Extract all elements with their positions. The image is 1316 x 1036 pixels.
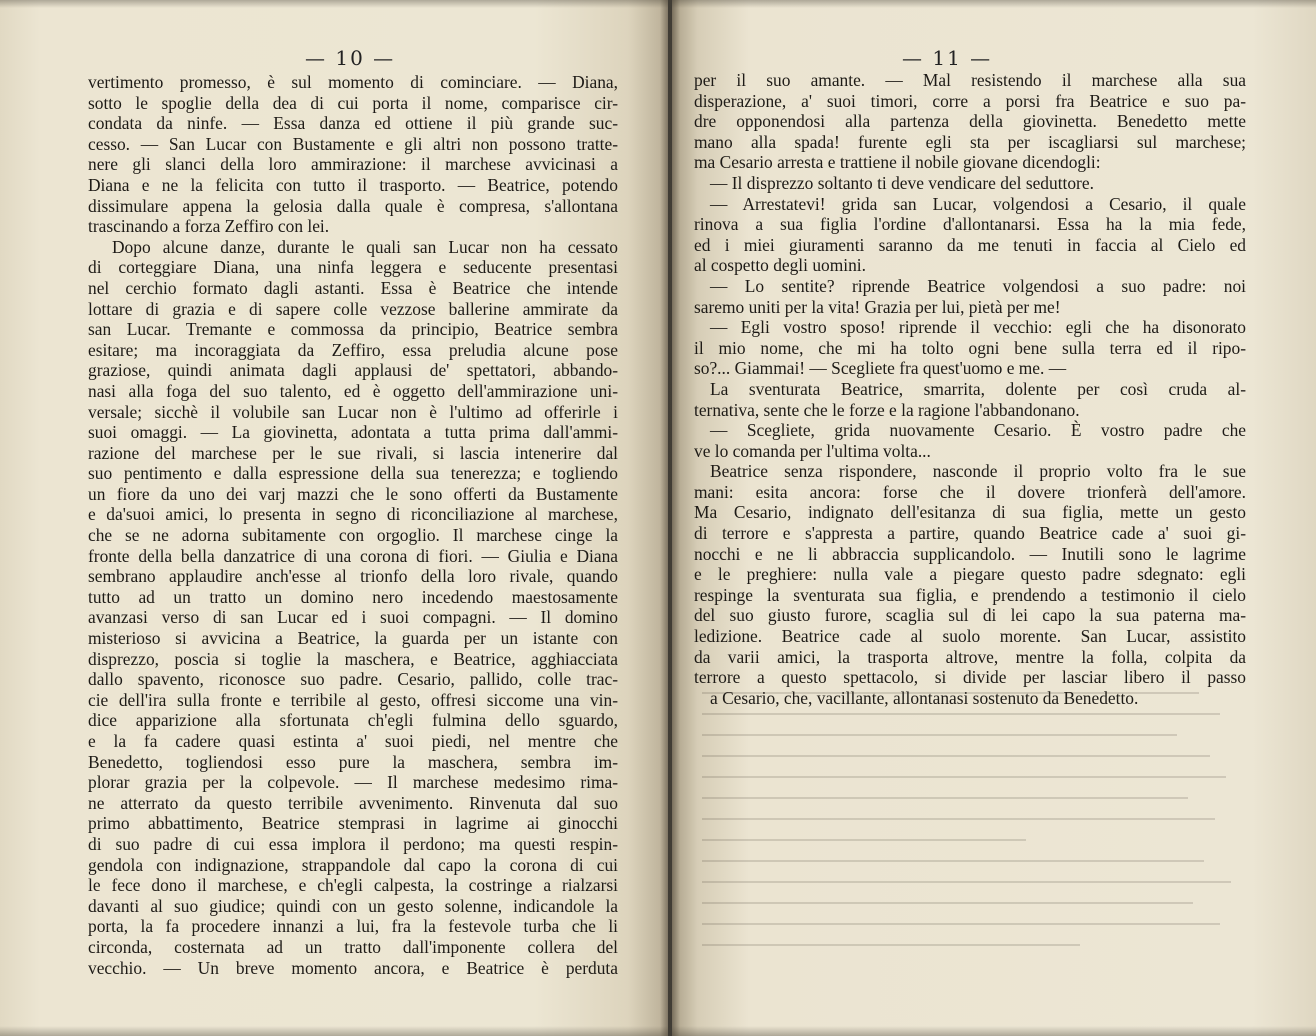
text-line: che se ne adorna subitamente con orgoglio. Il marchese cinge la xyxy=(88,525,618,546)
text-line: plorar grazia per la colpevole. — Il marchese medesimo rima- xyxy=(88,772,618,793)
left-page-body xyxy=(88,72,618,978)
text-line: misterioso si avvicina a Beatrice, la guarda per un istante con xyxy=(88,628,618,649)
text-line: — Arrestatevi! grida san Lucar, volgendosi a Cesario, il quale xyxy=(710,193,1246,214)
text-line: porta, la fa procedere innanzi a lui, fra la festevole turba che li xyxy=(88,916,618,937)
text-line: ne atterrato da questo terribile avvenimento. Rinvenuta dal suo xyxy=(88,792,618,813)
text-line: esitare; ma incoraggiata da Zeffiro, essa preludia alcune pose xyxy=(88,339,618,360)
text-line: davanti al suo giudice; quindi con un gesto solenne, indicandole la xyxy=(88,895,618,916)
text-line: tutto ad un tratto un domino nero incedendo maestosamente xyxy=(88,586,618,607)
text-line: san Lucar. Tremante e commossa da principio, Beatrice sembra xyxy=(88,319,618,340)
page-top-shadow xyxy=(0,0,668,8)
text-line: ed i miei giuramenti saranno da me tenuti in faccia al Cielo ed xyxy=(694,234,1246,255)
text-line: graziose, quindi animata dagli applausi de' spettatori, abbando- xyxy=(88,360,618,381)
text-line: al cospetto degli uomini. xyxy=(694,255,866,276)
text-line: dice apparizione alla sfortunata ch'egli fulmina dello sguardo, xyxy=(88,710,618,731)
text-line: vecchio. — Un breve momento ancora, e Beatrice è perduta xyxy=(88,957,618,978)
text-line: e la fa cadere quasi estinta a' suoi piedi, nel mentre che xyxy=(88,731,618,751)
text-line: lottare di grazia e di sapere colle vezzose ballerine ammirate da xyxy=(88,298,618,319)
text-line: di suo padre di cui essa implora il perdono; ma questi respin- xyxy=(88,833,618,854)
text-line: dre opponendosi alla partenza della giovinetta. Benedetto mette xyxy=(694,111,1246,132)
text-line: nocchi e ne li abbraccia supplicandolo. — Inutili sono le lagrime xyxy=(694,543,1246,564)
text-line: del suo giusto furore, scaglia sul di lei capo la sua paterna ma- xyxy=(694,605,1246,626)
text-line: nasi alla foga del suo talento, ed è oggetto dell'ammirazione uni- xyxy=(88,380,618,401)
text-line: a Cesario, che, vacillante, allontanasi sostenuto da Benedetto. xyxy=(710,687,1139,708)
text-line: per il suo amante. — Mal resistendo il marchese alla sua xyxy=(694,70,1246,90)
book-gutter xyxy=(660,0,680,1036)
text-line: — Lo sentite? riprende Beatrice volgendosi a suo padre: noi xyxy=(710,275,1246,296)
text-line: razione del marchese per le sue rivali, si lascia intenerire dal xyxy=(88,442,618,463)
text-line: ternativa, sente che le forze e la ragione l'abbandonano. xyxy=(694,399,1080,420)
text-line: Beatrice senza rispondere, nasconde il proprio volto fra le sue xyxy=(710,461,1246,482)
text-line: ma Cesario arresta e trattiene il nobile giovane dicendogli: xyxy=(694,152,1101,173)
text-line: suo pentimento e dalla espressione della sua tenerezza; e togliendo xyxy=(88,463,618,484)
text-line: le fece dono il marchese, e ch'egli calpesta, la costringe a rialzarsi xyxy=(88,875,618,896)
text-line: gendola con indignazione, strappandole dal capo la corona di cui xyxy=(88,854,618,875)
text-line: — Egli vostro sposo! riprende il vecchio: egli che ha disonorato xyxy=(710,317,1246,338)
page-top-shadow xyxy=(672,0,1316,8)
text-line: un fiore da uno dei varj mazzi che le sono offerti da Bustamente xyxy=(88,483,618,504)
text-line: di corteggiare Diana, una ninfa leggera e seducente presentasi xyxy=(88,257,618,278)
text-line: da varii amici, la trasporta altrove, mentre la folla, colpita da xyxy=(694,646,1246,667)
text-line: versale; sicchè il volubile san Lucar non è l'ultimo ad offerirle i xyxy=(88,401,618,422)
text-line: nere gli slanci della loro ammirazione: il marchese avvicinasi a xyxy=(88,154,618,175)
left-page-number: — 10 — xyxy=(305,46,396,70)
text-line: rinova a sua figlia l'ordine d'allontanarsi. Essa ha la mia fede, xyxy=(694,214,1246,235)
text-line: — Il disprezzo soltanto ti deve vendicare del seduttore. xyxy=(710,172,1094,193)
page-bottom-shadow xyxy=(672,1026,1316,1036)
text-line: Dopo alcune danze, durante le quali san Lucar non ha cessato xyxy=(112,236,618,257)
text-line: trascinando a forza Zeffiro con lei. xyxy=(88,216,330,237)
text-line: Diana e ne la felicita con tutto il trasporto. — Beatrice, potendo xyxy=(88,174,618,195)
text-line: e da'suoi amici, lo presenta in segno di riconciliazione al marchese, xyxy=(88,504,618,525)
text-line: fronte della bella danzatrice di una corona di fiori. — Giulia e Diana xyxy=(88,545,618,566)
text-line: dallo spavento, riconosce suo padre. Cesario, pallido, colle trac- xyxy=(88,669,618,690)
right-page xyxy=(672,0,1316,1036)
text-line: sembrano applaudire anch'esse al trionfo della loro rivale, quando xyxy=(88,566,618,587)
text-line: condata da ninfe. — Essa danza ed ottiene il più grande suc- xyxy=(88,113,618,134)
text-line: La sventurata Beatrice, smarrita, dolente per così cruda al- xyxy=(710,378,1246,399)
text-line: nel cerchio formato dagli astanti. Essa è Beatrice che intende xyxy=(88,277,618,298)
text-line: disperazione, a' suoi timori, corre a porsi fra Beatrice e suo pa- xyxy=(694,90,1246,111)
right-page-body xyxy=(694,70,1246,708)
text-line: avanzasi verso di san Lucar ed i suoi compagni. — Il domino xyxy=(88,607,618,628)
text-line: cie dell'ira sulla fronte e terribile al gesto, offresi siccome una vin- xyxy=(88,689,618,710)
text-line: ledizione. Beatrice cade al suolo morente. San Lucar, assistito xyxy=(694,626,1246,647)
show-through-text xyxy=(702,692,1242,992)
text-line: di terrore e s'appresta a partire, quando Beatrice cade a' suoi gi- xyxy=(694,523,1246,544)
text-line: circonda, costernata ad un tratto dall'imponente collera del xyxy=(88,936,618,957)
text-line: terrore a questo spettacolo, si divide per lasciar libero il passo xyxy=(694,667,1246,688)
text-line: il mio nome, che mi ha tolto ogni bene sulla terra ed il ripo- xyxy=(694,337,1246,358)
text-line: primo abbattimento, Beatrice stemprasi in lagrime ai ginocchi xyxy=(88,813,618,834)
text-line: mani: esita ancora: forse che il dovere trionferà dell'amore. xyxy=(694,481,1246,502)
right-page-number: — 11 — xyxy=(902,46,993,70)
text-line: so?... Giammai! — Scegliete fra quest'uomo e me. — xyxy=(694,358,1067,379)
text-line: Ma Cesario, indignato dell'esitanza di sua figlia, mette un gesto xyxy=(694,502,1246,523)
text-line: suoi omaggi. — La giovinetta, adontata a tutta prima dall'ammi- xyxy=(88,422,618,443)
text-line: e le preghiere: nulla vale a piegare questo padre sdegnato: egli xyxy=(694,564,1246,585)
text-line: sotto le spoglie della dea di cui porta il nome, comparisce cir- xyxy=(88,92,618,113)
text-line: — Scegliete, grida nuovamente Cesario. È vostro padre che xyxy=(710,420,1246,441)
text-line: Benedetto, togliendosi esso pure la maschera, sembra im- xyxy=(88,751,618,772)
text-line: ve lo comanda per l'ultima volta... xyxy=(694,440,931,461)
text-line: dissimulare appena la gelosia dalla quale è compresa, s'allontana xyxy=(88,195,618,216)
text-line: saremo uniti per la vita! Grazia per lui, pietà per me! xyxy=(694,296,1061,317)
page-bottom-shadow xyxy=(0,1026,668,1036)
text-line: cesso. — San Lucar con Bustamente e gli altri non possono tratte- xyxy=(88,133,618,154)
text-line: vertimento promesso, è sul momento di cominciare. — Diana, xyxy=(88,72,618,92)
text-line: mano alla spada! furente egli sta per iscagliarsi sul marchese; xyxy=(694,131,1246,152)
text-line: disprezzo, poscia si toglie la maschera, e Beatrice, agghiacciata xyxy=(88,648,618,669)
text-line: respinge la sventurata sua figlia, e prendendo a testimonio il cielo xyxy=(694,584,1246,605)
